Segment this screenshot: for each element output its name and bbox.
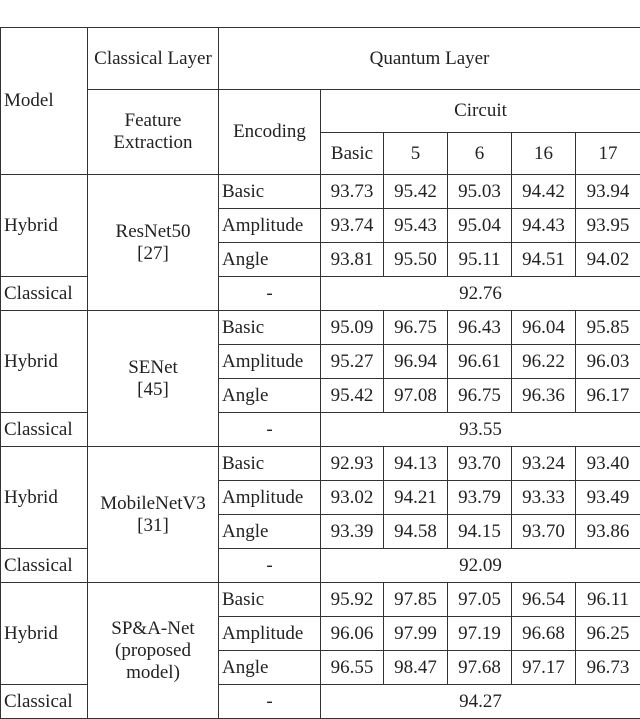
classical-accuracy: 94.27: [321, 685, 640, 719]
accuracy-cell: 93.95: [576, 209, 640, 243]
quantum-layer-header: Quantum Layer: [219, 28, 640, 90]
accuracy-cell: 93.81: [321, 243, 384, 277]
circuit-header: Circuit: [321, 90, 640, 133]
accuracy-cell: 94.21: [384, 481, 448, 515]
accuracy-cell: 95.92: [321, 583, 384, 617]
encoding-cell: Angle: [219, 379, 321, 413]
classical-accuracy: 93.55: [321, 413, 640, 447]
accuracy-cell: 93.33: [512, 481, 576, 515]
table-row: [1, 583, 640, 617]
accuracy-cell: 94.02: [576, 243, 640, 277]
accuracy-cell: 96.73: [576, 651, 640, 685]
accuracy-cell: 96.17: [576, 379, 640, 413]
model-type-classical: Classical: [1, 277, 88, 311]
model-type-classical: Classical: [1, 685, 88, 719]
accuracy-cell: 94.42: [512, 175, 576, 209]
model-type-hybrid: Hybrid: [1, 175, 88, 277]
accuracy-cell: 96.04: [512, 311, 576, 345]
table-row: [1, 175, 640, 209]
accuracy-cell: 96.55: [321, 651, 384, 685]
accuracy-cell: 97.85: [384, 583, 448, 617]
accuracy-cell: 96.06: [321, 617, 384, 651]
accuracy-cell: 96.68: [512, 617, 576, 651]
accuracy-cell: 95.03: [448, 175, 512, 209]
encoding-header: Encoding: [219, 90, 321, 175]
model-type-hybrid: Hybrid: [1, 447, 88, 549]
accuracy-cell: 93.86: [576, 515, 640, 549]
accuracy-cell: 95.42: [384, 175, 448, 209]
encoding-dash: -: [219, 413, 321, 447]
accuracy-cell: 94.15: [448, 515, 512, 549]
accuracy-cell: 96.36: [512, 379, 576, 413]
encoding-dash: -: [219, 685, 321, 719]
accuracy-cell: 93.73: [321, 175, 384, 209]
circuit-header-1: 5: [384, 133, 448, 175]
encoding-cell: Basic: [219, 583, 321, 617]
accuracy-cell: 96.11: [576, 583, 640, 617]
accuracy-cell: 96.75: [448, 379, 512, 413]
accuracy-cell: 93.40: [576, 447, 640, 481]
feature-extractor: ResNet50 [27]: [88, 175, 219, 311]
accuracy-cell: 94.13: [384, 447, 448, 481]
encoding-cell: Amplitude: [219, 345, 321, 379]
accuracy-cell: 95.50: [384, 243, 448, 277]
accuracy-cell: 97.68: [448, 651, 512, 685]
accuracy-cell: 95.09: [321, 311, 384, 345]
accuracy-cell: 92.93: [321, 447, 384, 481]
encoding-dash: -: [219, 277, 321, 311]
accuracy-cell: 95.11: [448, 243, 512, 277]
classical-accuracy: 92.09: [321, 549, 640, 583]
circuit-header-2: 6: [448, 133, 512, 175]
table-row: [1, 447, 640, 481]
accuracy-cell: 96.54: [512, 583, 576, 617]
circuit-header-4: 17: [576, 133, 640, 175]
encoding-cell: Basic: [219, 175, 321, 209]
model-type-classical: Classical: [1, 549, 88, 583]
accuracy-cell: 93.49: [576, 481, 640, 515]
encoding-dash: -: [219, 549, 321, 583]
circuit-header-0: Basic: [321, 133, 384, 175]
accuracy-cell: 93.74: [321, 209, 384, 243]
encoding-cell: Amplitude: [219, 209, 321, 243]
encoding-cell: Angle: [219, 243, 321, 277]
model-type-hybrid: Hybrid: [1, 311, 88, 413]
accuracy-cell: 96.25: [576, 617, 640, 651]
accuracy-cell: 96.94: [384, 345, 448, 379]
results-table: [0, 27, 640, 719]
accuracy-cell: 93.70: [512, 515, 576, 549]
accuracy-cell: 98.47: [384, 651, 448, 685]
accuracy-cell: 97.19: [448, 617, 512, 651]
encoding-cell: Basic: [219, 447, 321, 481]
accuracy-cell: 96.75: [384, 311, 448, 345]
model-type-classical: Classical: [1, 413, 88, 447]
accuracy-cell: 93.70: [448, 447, 512, 481]
accuracy-cell: 94.43: [512, 209, 576, 243]
accuracy-cell: 93.94: [576, 175, 640, 209]
feature-extractor: SENet [45]: [88, 311, 219, 447]
accuracy-cell: 97.17: [512, 651, 576, 685]
encoding-cell: Angle: [219, 651, 321, 685]
encoding-cell: Amplitude: [219, 481, 321, 515]
accuracy-cell: 93.79: [448, 481, 512, 515]
feature-extractor: SP&A-Net (proposed model): [88, 583, 219, 719]
model-type-hybrid: Hybrid: [1, 583, 88, 685]
accuracy-cell: 96.22: [512, 345, 576, 379]
table-row: [1, 311, 640, 345]
circuit-header-3: 16: [512, 133, 576, 175]
accuracy-cell: 95.04: [448, 209, 512, 243]
accuracy-cell: 97.99: [384, 617, 448, 651]
accuracy-cell: 96.61: [448, 345, 512, 379]
accuracy-cell: 93.24: [512, 447, 576, 481]
accuracy-cell: 95.85: [576, 311, 640, 345]
encoding-cell: Amplitude: [219, 617, 321, 651]
encoding-cell: Basic: [219, 311, 321, 345]
accuracy-cell: 94.51: [512, 243, 576, 277]
encoding-cell: Angle: [219, 515, 321, 549]
accuracy-cell: 97.05: [448, 583, 512, 617]
accuracy-cell: 94.58: [384, 515, 448, 549]
feature-extractor: MobileNetV3 [31]: [88, 447, 219, 583]
accuracy-cell: 96.43: [448, 311, 512, 345]
classical-accuracy: 92.76: [321, 277, 640, 311]
classical-layer-header: Classical Layer: [88, 28, 219, 90]
accuracy-cell: 95.43: [384, 209, 448, 243]
accuracy-cell: 93.02: [321, 481, 384, 515]
model-header: Model: [1, 28, 88, 175]
accuracy-cell: 93.39: [321, 515, 384, 549]
accuracy-cell: 95.27: [321, 345, 384, 379]
accuracy-cell: 97.08: [384, 379, 448, 413]
accuracy-cell: 96.03: [576, 345, 640, 379]
feature-extraction-header: Feature Extraction: [88, 90, 219, 175]
accuracy-cell: 95.42: [321, 379, 384, 413]
